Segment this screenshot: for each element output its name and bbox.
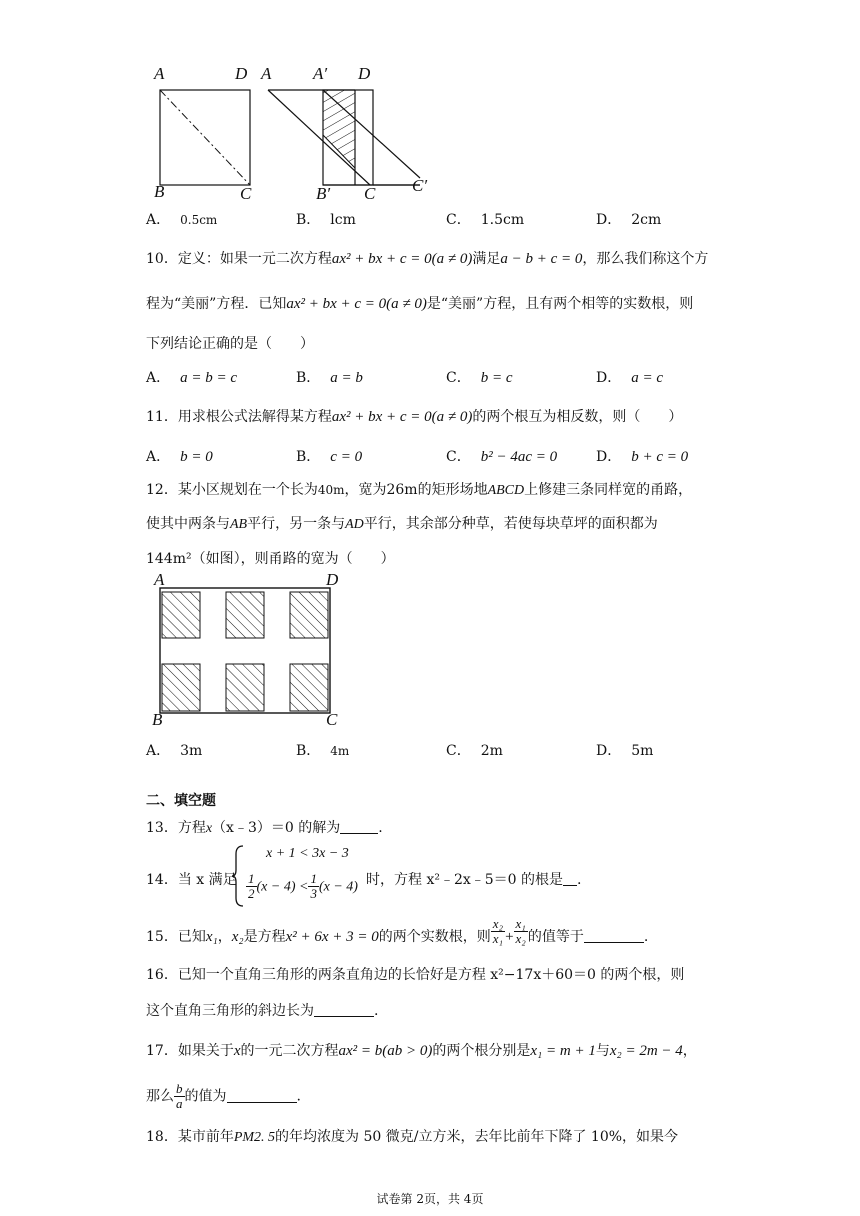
q12-label-b: B — [152, 710, 163, 729]
q14-inequality-system — [232, 844, 372, 908]
q17-answer-blank[interactable] — [227, 1088, 297, 1103]
q17-line1: 17．如果关于x的一元二次方程ax² = b(ab > 0)的两个根分别是x₁ = m + 1与x₂ = 2m − 4， — [146, 1043, 697, 1059]
lawn-5 — [226, 664, 264, 711]
label-a-prime: A′ — [313, 64, 328, 83]
label-b: B — [154, 182, 165, 201]
label-b-prime: B′ — [316, 184, 331, 203]
q10-option-d[interactable]: D． a = c — [596, 370, 664, 386]
q12-label-a: A — [154, 570, 165, 589]
q12-label-c: C — [326, 710, 338, 729]
q14-brace — [232, 844, 244, 908]
q17-line2: 那么 $\frac{b}{a}$ 的值为 . — [146, 1081, 301, 1111]
label-a: A — [154, 64, 165, 83]
label-c: C — [240, 184, 252, 203]
q18-line1: 18．某市前年PM2. 5的年均浓度为 50 微克/立方米，去年比前年下降了 10%，如果今 — [146, 1129, 679, 1145]
q10-option-a[interactable]: A． a = b = c — [146, 370, 238, 386]
label-c-prime: C′ — [412, 176, 428, 195]
label-a-right: A — [261, 64, 272, 83]
q10-line2: 程为“美丽”方程．已知ax² + bx + c = 0(a ≠ 0)是“美丽”方程，且有两个相等的实数根，则 — [146, 296, 694, 312]
q10-option-b[interactable]: B． a = b — [296, 370, 363, 386]
section-fill-in-title: 二、填空题 — [146, 793, 216, 809]
q11-option-d[interactable]: D． b + c = 0 — [596, 449, 689, 465]
q10-line1: 10．定义：如果一元二次方程ax² + bx + c = 0(a ≠ 0)满足a − b + c = 0，那么我们称这个方 — [146, 251, 709, 267]
q15: 15．已知x₁，x₂是方程x² + 6x + 3 = 0的两个实数根，则 $\frac{\text{x₂}}{\text{x₁}}$ + $\frac{\text{x₁}}{\text{x₂}}$ 的值等于 . — [146, 915, 649, 946]
q16-line1: 16．已知一个直角三角形的两条直角边的长恰好是方程 x²−17x＋60＝0 的两个根，则 — [146, 967, 685, 983]
q10-line3: 下列结论正确的是（ ） — [146, 336, 314, 352]
q16-line2: 这个直角三角形的斜边长为 . — [146, 1003, 379, 1019]
q12-line3: 144m²（如图），则甬路的宽为（ ） — [146, 551, 395, 567]
q14-pre: 14．当 x 满足 — [146, 872, 237, 888]
q9-option-b[interactable]: B． lcm — [296, 212, 356, 228]
q13: 13．方程x（x﹣3）＝0 的解为 . — [146, 820, 383, 836]
lawn-1 — [162, 592, 200, 638]
q12-line2: 使其中两条与AB平行，另一条与AD平行，其余部分种草，若使每块草坪的面积都为 — [146, 516, 658, 532]
q11-option-b[interactable]: B． c = 0 — [296, 449, 363, 465]
q11-stem: 11．用求根公式法解得某方程ax² + bx + c = 0(a ≠ 0)的两个根互为相反数，则（ ） — [146, 409, 683, 425]
q16-answer-blank[interactable] — [314, 1002, 374, 1017]
q12-label-d: D — [326, 570, 339, 589]
lawn-2 — [226, 592, 264, 638]
q12-option-c[interactable]: C． 2m — [446, 743, 503, 759]
q12-line1: 12．某小区规划在一个长为40m，宽为26m的矩形场地ABCD上修建三条同样宽的甬路， — [146, 482, 693, 498]
q12-option-a[interactable]: A． 3m — [146, 743, 203, 759]
lawn-3 — [290, 592, 328, 638]
page-footer: 试卷第 2页，共 4页 — [376, 1192, 484, 1206]
q12-option-d[interactable]: D． 5m — [596, 743, 654, 759]
q13-answer-blank[interactable] — [340, 819, 378, 834]
q14-ineq-2: $\frac{1}{2}$ (x − 4) < $\frac{1}{3}$ (x − 4) — [248, 871, 358, 901]
q12-figure — [140, 572, 350, 732]
q12-option-b[interactable]: B． 4m — [296, 743, 350, 759]
q9-option-d[interactable]: D． 2cm — [596, 212, 662, 228]
q14-post: 时，方程 x²﹣2x﹣5＝0 的根是 . — [366, 872, 582, 888]
q11-option-a[interactable]: A． b = 0 — [146, 449, 213, 465]
q9-figure — [140, 60, 460, 210]
lawn-4 — [162, 664, 200, 711]
q9-option-a[interactable]: A． 0.5cm — [146, 212, 218, 228]
left-diagonal — [160, 90, 250, 185]
q14-answer-blank[interactable] — [563, 871, 577, 886]
label-d: D — [235, 64, 248, 83]
q15-answer-blank[interactable] — [584, 928, 644, 943]
label-c-right: C — [364, 184, 376, 203]
q12-diagram — [140, 572, 350, 732]
q11-option-c[interactable]: C． b² − 4ac = 0 — [446, 449, 558, 465]
label-d-right: D — [358, 64, 371, 83]
lawn-6 — [290, 664, 328, 711]
q10-option-c[interactable]: C． b = c — [446, 370, 513, 386]
q9-option-c[interactable]: C． 1.5cm — [446, 212, 525, 228]
q14-ineq-1: x + 1 < 3x − 3 — [266, 846, 349, 861]
